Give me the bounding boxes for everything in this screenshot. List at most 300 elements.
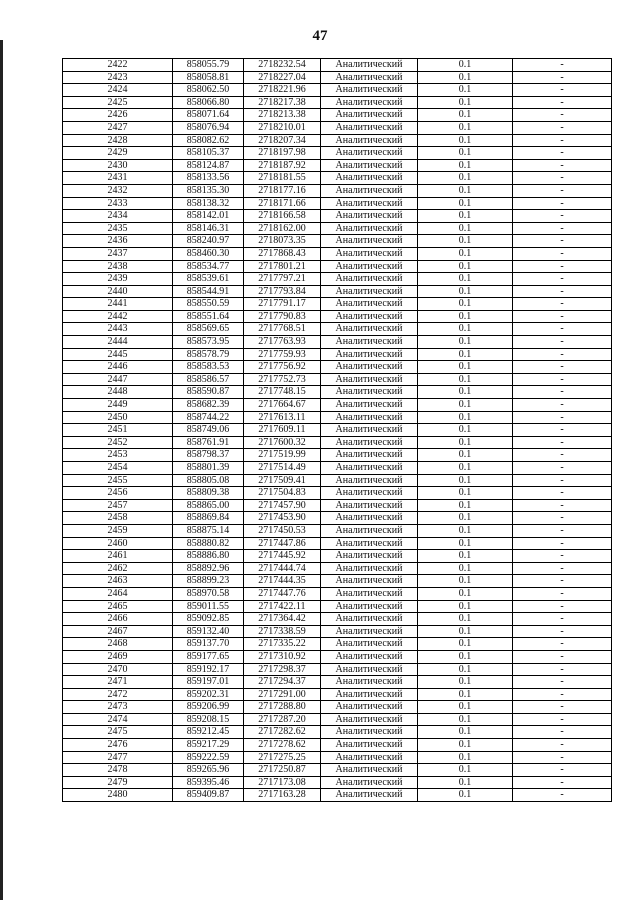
note-cell: - <box>513 663 612 676</box>
method-cell: Аналитический <box>321 562 418 575</box>
point-id-cell: 2472 <box>63 688 173 701</box>
note-cell: - <box>513 348 612 361</box>
table-row <box>63 121 612 134</box>
table-row <box>63 688 612 701</box>
method-cell: Аналитический <box>321 96 418 109</box>
x-coordinate-cell: 858071.64 <box>173 109 244 122</box>
method-cell: Аналитический <box>321 524 418 537</box>
coordinates-table-body <box>63 59 612 802</box>
y-coordinate-cell: 2717298.37 <box>244 663 321 676</box>
method-cell: Аналитический <box>321 575 418 588</box>
method-cell: Аналитический <box>321 184 418 197</box>
table-row <box>63 336 612 349</box>
note-cell: - <box>513 323 612 336</box>
accuracy-cell: 0.1 <box>418 487 513 500</box>
y-coordinate-cell: 2718166.58 <box>244 210 321 223</box>
point-id-cell: 2476 <box>63 739 173 752</box>
table-row <box>63 184 612 197</box>
x-coordinate-cell: 859011.55 <box>173 600 244 613</box>
note-cell: - <box>513 713 612 726</box>
accuracy-cell: 0.1 <box>418 310 513 323</box>
point-id-cell: 2460 <box>63 537 173 550</box>
method-cell: Аналитический <box>321 638 418 651</box>
point-id-cell: 2480 <box>63 789 173 802</box>
accuracy-cell: 0.1 <box>418 638 513 651</box>
accuracy-cell: 0.1 <box>418 109 513 122</box>
point-id-cell: 2469 <box>63 650 173 663</box>
accuracy-cell: 0.1 <box>418 96 513 109</box>
y-coordinate-cell: 2717791.17 <box>244 298 321 311</box>
y-coordinate-cell: 2717748.15 <box>244 386 321 399</box>
table-row <box>63 71 612 84</box>
y-coordinate-cell: 2717664.67 <box>244 399 321 412</box>
method-cell: Аналитический <box>321 625 418 638</box>
accuracy-cell: 0.1 <box>418 172 513 185</box>
method-cell: Аналитический <box>321 172 418 185</box>
method-cell: Аналитический <box>321 411 418 424</box>
method-cell: Аналитический <box>321 688 418 701</box>
note-cell: - <box>513 247 612 260</box>
accuracy-cell: 0.1 <box>418 411 513 424</box>
point-id-cell: 2471 <box>63 676 173 689</box>
note-cell: - <box>513 764 612 777</box>
y-coordinate-cell: 2717335.22 <box>244 638 321 651</box>
note-cell: - <box>513 235 612 248</box>
method-cell: Аналитический <box>321 663 418 676</box>
table-row <box>63 235 612 248</box>
y-coordinate-cell: 2718073.35 <box>244 235 321 248</box>
accuracy-cell: 0.1 <box>418 210 513 223</box>
point-id-cell: 2431 <box>63 172 173 185</box>
y-coordinate-cell: 2718221.96 <box>244 84 321 97</box>
table-row <box>63 159 612 172</box>
table-row <box>63 474 612 487</box>
point-id-cell: 2441 <box>63 298 173 311</box>
y-coordinate-cell: 2717504.83 <box>244 487 321 500</box>
y-coordinate-cell: 2717763.93 <box>244 336 321 349</box>
note-cell: - <box>513 59 612 72</box>
method-cell: Аналитический <box>321 487 418 500</box>
note-cell: - <box>513 537 612 550</box>
point-id-cell: 2479 <box>63 776 173 789</box>
x-coordinate-cell: 859212.45 <box>173 726 244 739</box>
method-cell: Аналитический <box>321 210 418 223</box>
x-coordinate-cell: 858892.96 <box>173 562 244 575</box>
note-cell: - <box>513 96 612 109</box>
point-id-cell: 2453 <box>63 449 173 462</box>
page-number: 47 <box>312 28 328 44</box>
note-cell: - <box>513 550 612 563</box>
point-id-cell: 2422 <box>63 59 173 72</box>
x-coordinate-cell: 858146.31 <box>173 222 244 235</box>
accuracy-cell: 0.1 <box>418 260 513 273</box>
table-row <box>63 562 612 575</box>
y-coordinate-cell: 2717450.53 <box>244 524 321 537</box>
note-cell: - <box>513 336 612 349</box>
point-id-cell: 2458 <box>63 512 173 525</box>
accuracy-cell: 0.1 <box>418 71 513 84</box>
x-coordinate-cell: 859208.15 <box>173 713 244 726</box>
point-id-cell: 2470 <box>63 663 173 676</box>
method-cell: Аналитический <box>321 373 418 386</box>
y-coordinate-cell: 2718171.66 <box>244 197 321 210</box>
accuracy-cell: 0.1 <box>418 273 513 286</box>
note-cell: - <box>513 575 612 588</box>
point-id-cell: 2429 <box>63 147 173 160</box>
y-coordinate-cell: 2717519.99 <box>244 449 321 462</box>
accuracy-cell: 0.1 <box>418 222 513 235</box>
x-coordinate-cell: 859202.31 <box>173 688 244 701</box>
x-coordinate-cell: 858970.58 <box>173 587 244 600</box>
method-cell: Аналитический <box>321 449 418 462</box>
point-id-cell: 2450 <box>63 411 173 424</box>
accuracy-cell: 0.1 <box>418 197 513 210</box>
note-cell: - <box>513 776 612 789</box>
accuracy-cell: 0.1 <box>418 134 513 147</box>
table-row <box>63 776 612 789</box>
method-cell: Аналитический <box>321 587 418 600</box>
method-cell: Аналитический <box>321 650 418 663</box>
x-coordinate-cell: 858798.37 <box>173 449 244 462</box>
point-id-cell: 2427 <box>63 121 173 134</box>
x-coordinate-cell: 858744.22 <box>173 411 244 424</box>
x-coordinate-cell: 858133.56 <box>173 172 244 185</box>
y-coordinate-cell: 2717790.83 <box>244 310 321 323</box>
note-cell: - <box>513 436 612 449</box>
table-row <box>63 197 612 210</box>
method-cell: Аналитический <box>321 726 418 739</box>
table-row <box>63 210 612 223</box>
method-cell: Аналитический <box>321 676 418 689</box>
point-id-cell: 2432 <box>63 184 173 197</box>
method-cell: Аналитический <box>321 764 418 777</box>
accuracy-cell: 0.1 <box>418 789 513 802</box>
table-row <box>63 247 612 260</box>
x-coordinate-cell: 858869.84 <box>173 512 244 525</box>
point-id-cell: 2423 <box>63 71 173 84</box>
x-coordinate-cell: 859177.65 <box>173 650 244 663</box>
accuracy-cell: 0.1 <box>418 449 513 462</box>
y-coordinate-cell: 2717768.51 <box>244 323 321 336</box>
table-row <box>63 361 612 374</box>
accuracy-cell: 0.1 <box>418 550 513 563</box>
point-id-cell: 2446 <box>63 361 173 374</box>
accuracy-cell: 0.1 <box>418 600 513 613</box>
table-row <box>63 600 612 613</box>
point-id-cell: 2452 <box>63 436 173 449</box>
note-cell: - <box>513 751 612 764</box>
accuracy-cell: 0.1 <box>418 575 513 588</box>
x-coordinate-cell: 858124.87 <box>173 159 244 172</box>
note-cell: - <box>513 273 612 286</box>
method-cell: Аналитический <box>321 499 418 512</box>
x-coordinate-cell: 858142.01 <box>173 210 244 223</box>
y-coordinate-cell: 2717759.93 <box>244 348 321 361</box>
point-id-cell: 2468 <box>63 638 173 651</box>
x-coordinate-cell: 858805.08 <box>173 474 244 487</box>
point-id-cell: 2430 <box>63 159 173 172</box>
point-id-cell: 2445 <box>63 348 173 361</box>
y-coordinate-cell: 2718217.38 <box>244 96 321 109</box>
table-row <box>63 499 612 512</box>
method-cell: Аналитический <box>321 298 418 311</box>
note-cell: - <box>513 159 612 172</box>
accuracy-cell: 0.1 <box>418 424 513 437</box>
accuracy-cell: 0.1 <box>418 776 513 789</box>
point-id-cell: 2443 <box>63 323 173 336</box>
y-coordinate-cell: 2717310.92 <box>244 650 321 663</box>
note-cell: - <box>513 84 612 97</box>
point-id-cell: 2444 <box>63 336 173 349</box>
method-cell: Аналитический <box>321 361 418 374</box>
accuracy-cell: 0.1 <box>418 537 513 550</box>
accuracy-cell: 0.1 <box>418 713 513 726</box>
y-coordinate-cell: 2717600.32 <box>244 436 321 449</box>
table-row <box>63 524 612 537</box>
x-coordinate-cell: 858544.91 <box>173 285 244 298</box>
point-id-cell: 2455 <box>63 474 173 487</box>
x-coordinate-cell: 859265.96 <box>173 764 244 777</box>
y-coordinate-cell: 2718187.92 <box>244 159 321 172</box>
x-coordinate-cell: 858551.64 <box>173 310 244 323</box>
method-cell: Аналитический <box>321 235 418 248</box>
method-cell: Аналитический <box>321 386 418 399</box>
y-coordinate-cell: 2717163.28 <box>244 789 321 802</box>
accuracy-cell: 0.1 <box>418 436 513 449</box>
note-cell: - <box>513 121 612 134</box>
accuracy-cell: 0.1 <box>418 751 513 764</box>
method-cell: Аналитический <box>321 751 418 764</box>
x-coordinate-cell: 858138.32 <box>173 197 244 210</box>
y-coordinate-cell: 2717453.90 <box>244 512 321 525</box>
method-cell: Аналитический <box>321 121 418 134</box>
accuracy-cell: 0.1 <box>418 247 513 260</box>
note-cell: - <box>513 361 612 374</box>
method-cell: Аналитический <box>321 776 418 789</box>
table-row <box>63 310 612 323</box>
x-coordinate-cell: 859206.99 <box>173 701 244 714</box>
note-cell: - <box>513 71 612 84</box>
y-coordinate-cell: 2717250.87 <box>244 764 321 777</box>
table-row <box>63 386 612 399</box>
table-row <box>63 537 612 550</box>
y-coordinate-cell: 2718207.34 <box>244 134 321 147</box>
note-cell: - <box>513 222 612 235</box>
note-cell: - <box>513 562 612 575</box>
x-coordinate-cell: 858573.95 <box>173 336 244 349</box>
note-cell: - <box>513 688 612 701</box>
point-id-cell: 2465 <box>63 600 173 613</box>
accuracy-cell: 0.1 <box>418 323 513 336</box>
accuracy-cell: 0.1 <box>418 499 513 512</box>
table-row <box>63 59 612 72</box>
y-coordinate-cell: 2717609.11 <box>244 424 321 437</box>
note-cell: - <box>513 260 612 273</box>
method-cell: Аналитический <box>321 59 418 72</box>
point-id-cell: 2434 <box>63 210 173 223</box>
y-coordinate-cell: 2718181.55 <box>244 172 321 185</box>
accuracy-cell: 0.1 <box>418 285 513 298</box>
accuracy-cell: 0.1 <box>418 587 513 600</box>
accuracy-cell: 0.1 <box>418 524 513 537</box>
x-coordinate-cell: 859409.87 <box>173 789 244 802</box>
x-coordinate-cell: 858880.82 <box>173 537 244 550</box>
point-id-cell: 2425 <box>63 96 173 109</box>
point-id-cell: 2473 <box>63 701 173 714</box>
method-cell: Аналитический <box>321 273 418 286</box>
table-row <box>63 96 612 109</box>
method-cell: Аналитический <box>321 84 418 97</box>
accuracy-cell: 0.1 <box>418 701 513 714</box>
x-coordinate-cell: 858550.59 <box>173 298 244 311</box>
point-id-cell: 2442 <box>63 310 173 323</box>
method-cell: Аналитический <box>321 613 418 626</box>
method-cell: Аналитический <box>321 197 418 210</box>
x-coordinate-cell: 858578.79 <box>173 348 244 361</box>
method-cell: Аналитический <box>321 789 418 802</box>
y-coordinate-cell: 2717422.11 <box>244 600 321 613</box>
note-cell: - <box>513 109 612 122</box>
method-cell: Аналитический <box>321 222 418 235</box>
point-id-cell: 2447 <box>63 373 173 386</box>
accuracy-cell: 0.1 <box>418 688 513 701</box>
x-coordinate-cell: 858539.61 <box>173 273 244 286</box>
accuracy-cell: 0.1 <box>418 361 513 374</box>
table-row <box>63 373 612 386</box>
x-coordinate-cell: 858058.81 <box>173 71 244 84</box>
y-coordinate-cell: 2718232.54 <box>244 59 321 72</box>
point-id-cell: 2433 <box>63 197 173 210</box>
table-row <box>63 701 612 714</box>
coordinates-table <box>62 58 612 802</box>
point-id-cell: 2439 <box>63 273 173 286</box>
table-row <box>63 424 612 437</box>
table-row <box>63 625 612 638</box>
table-row <box>63 676 612 689</box>
x-coordinate-cell: 859132.40 <box>173 625 244 638</box>
accuracy-cell: 0.1 <box>418 613 513 626</box>
method-cell: Аналитический <box>321 436 418 449</box>
x-coordinate-cell: 858586.57 <box>173 373 244 386</box>
y-coordinate-cell: 2717756.92 <box>244 361 321 374</box>
accuracy-cell: 0.1 <box>418 676 513 689</box>
point-id-cell: 2464 <box>63 587 173 600</box>
table-row <box>63 550 612 563</box>
y-coordinate-cell: 2717444.74 <box>244 562 321 575</box>
method-cell: Аналитический <box>321 109 418 122</box>
note-cell: - <box>513 462 612 475</box>
x-coordinate-cell: 858865.00 <box>173 499 244 512</box>
accuracy-cell: 0.1 <box>418 726 513 739</box>
table-row <box>63 399 612 412</box>
y-coordinate-cell: 2717338.59 <box>244 625 321 638</box>
method-cell: Аналитический <box>321 134 418 147</box>
x-coordinate-cell: 858105.37 <box>173 147 244 160</box>
point-id-cell: 2448 <box>63 386 173 399</box>
table-row <box>63 462 612 475</box>
note-cell: - <box>513 613 612 626</box>
point-id-cell: 2454 <box>63 462 173 475</box>
note-cell: - <box>513 474 612 487</box>
method-cell: Аналитический <box>321 159 418 172</box>
point-id-cell: 2461 <box>63 550 173 563</box>
point-id-cell: 2428 <box>63 134 173 147</box>
table-row <box>63 222 612 235</box>
y-coordinate-cell: 2717364.42 <box>244 613 321 626</box>
table-row <box>63 512 612 525</box>
point-id-cell: 2449 <box>63 399 173 412</box>
accuracy-cell: 0.1 <box>418 764 513 777</box>
x-coordinate-cell: 858460.30 <box>173 247 244 260</box>
table-row <box>63 147 612 160</box>
method-cell: Аналитический <box>321 71 418 84</box>
table-row <box>63 84 612 97</box>
point-id-cell: 2436 <box>63 235 173 248</box>
accuracy-cell: 0.1 <box>418 159 513 172</box>
point-id-cell: 2474 <box>63 713 173 726</box>
accuracy-cell: 0.1 <box>418 373 513 386</box>
y-coordinate-cell: 2717801.21 <box>244 260 321 273</box>
x-coordinate-cell: 859395.46 <box>173 776 244 789</box>
table-row <box>63 487 612 500</box>
x-coordinate-cell: 858082.62 <box>173 134 244 147</box>
point-id-cell: 2463 <box>63 575 173 588</box>
method-cell: Аналитический <box>321 512 418 525</box>
point-id-cell: 2438 <box>63 260 173 273</box>
table-row <box>63 134 612 147</box>
point-id-cell: 2424 <box>63 84 173 97</box>
y-coordinate-cell: 2717793.84 <box>244 285 321 298</box>
note-cell: - <box>513 524 612 537</box>
x-coordinate-cell: 859222.59 <box>173 751 244 764</box>
note-cell: - <box>513 449 612 462</box>
x-coordinate-cell: 859197.01 <box>173 676 244 689</box>
table-row <box>63 650 612 663</box>
x-coordinate-cell: 859092.85 <box>173 613 244 626</box>
scan-edge <box>0 40 3 900</box>
table-row <box>63 273 612 286</box>
method-cell: Аналитический <box>321 550 418 563</box>
table-row <box>63 739 612 752</box>
point-id-cell: 2440 <box>63 285 173 298</box>
point-id-cell: 2451 <box>63 424 173 437</box>
accuracy-cell: 0.1 <box>418 121 513 134</box>
x-coordinate-cell: 858569.65 <box>173 323 244 336</box>
accuracy-cell: 0.1 <box>418 336 513 349</box>
accuracy-cell: 0.1 <box>418 739 513 752</box>
method-cell: Аналитический <box>321 600 418 613</box>
y-coordinate-cell: 2717287.20 <box>244 713 321 726</box>
table-row <box>63 638 612 651</box>
table-row <box>63 575 612 588</box>
x-coordinate-cell: 858590.87 <box>173 386 244 399</box>
y-coordinate-cell: 2718210.01 <box>244 121 321 134</box>
note-cell: - <box>513 310 612 323</box>
y-coordinate-cell: 2717282.62 <box>244 726 321 739</box>
x-coordinate-cell: 858583.53 <box>173 361 244 374</box>
y-coordinate-cell: 2717447.86 <box>244 537 321 550</box>
point-id-cell: 2457 <box>63 499 173 512</box>
note-cell: - <box>513 650 612 663</box>
table-row <box>63 285 612 298</box>
x-coordinate-cell: 858899.23 <box>173 575 244 588</box>
y-coordinate-cell: 2717447.76 <box>244 587 321 600</box>
note-cell: - <box>513 424 612 437</box>
note-cell: - <box>513 638 612 651</box>
table-row <box>63 789 612 802</box>
x-coordinate-cell: 858135.30 <box>173 184 244 197</box>
note-cell: - <box>513 487 612 500</box>
